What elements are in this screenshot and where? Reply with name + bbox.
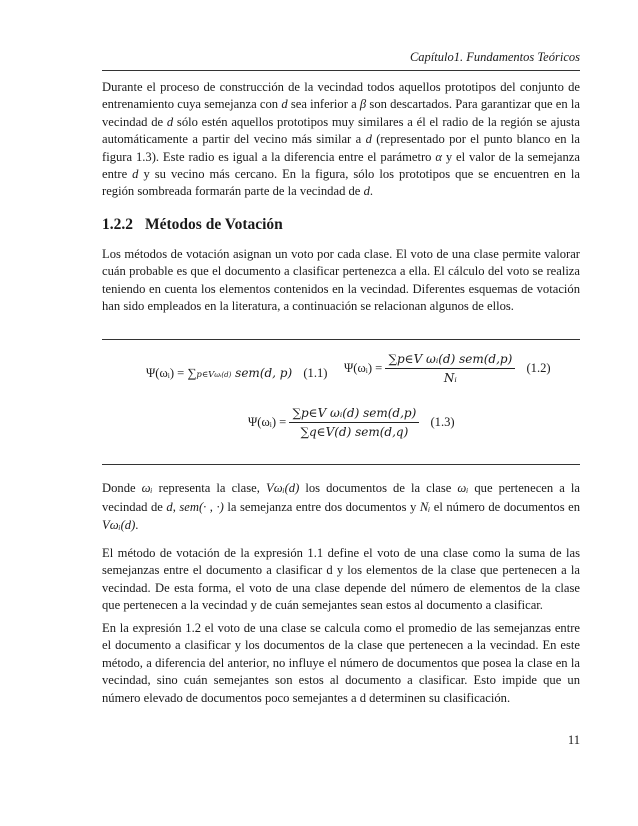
voting-paragraph: Los métodos de votación asignan un voto por cada clase. El voto de una clase permite valorar cuán probable es que el documento a clasificar pertenezca a ella. El cálculo del voto se realiza teniendo en cuenta los elementos contenidos en la vecindad. Diferentes esquemas de votación han sido empleados en la literatura, a continuación se relacionan algunos de ellos. bbox=[102, 247, 580, 314]
method1-paragraph: El método de votación de la expresión 1.1 define el voto de una clase como la suma de las semejanzas entre el documento a clasificar d y los elementos de la clase que pertenecen a la vecindad. De esta forma, el voto de una clase depende del número de elementos de la clase que pertenecen a la vecindad y de cuán semejantes sean estos al documento a clasificar. bbox=[102, 546, 580, 613]
definitions-paragraph: Donde ωᵢ representa la clase, Vωᵢ(d) los documentos de la clase ωᵢ que pertenecen a la vecindad de d, sem(· , ·) la semejanza entre dos documentos y Nᵢ el número de documentos en Vωᵢ(d). bbox=[102, 481, 581, 532]
header-rule bbox=[102, 70, 580, 71]
equation-1-2-label: (1.2) bbox=[526, 361, 551, 375]
equation-1-3-label: (1.3) bbox=[430, 415, 455, 429]
page-number: 11 bbox=[567, 733, 580, 747]
intro-paragraph: Durante el proceso de construcción de la vecindad todos aquellos prototipos del conjunto de entrenamiento cuya semejanza con d sea inferior a β son descartados. Para garantizar que en la vecindad de d sólo estén aquellos prototipos muy similares a él el radio de la región se ajusta automáticamente a partir del vecino más similar a d (representado por el punto blanco en la figura 1.3). Este radio es igual a la diferencia entre el parámetro α y el valor de la semejanza entre d y su vecino más cercano. En la figura, sólo los prototipos que se encuentren en la región sombreada formarán parte de la vecindad de d. bbox=[102, 80, 581, 199]
formula-top-rule bbox=[102, 339, 580, 340]
method2-paragraph: En la expresión 1.2 el voto de una clase se calcula como el promedio de las semejanzas entre el documento a clasificar y los documentos de la clase que pertenecen a la vecindad. En este método, a diferencia del anterior, no influye el número de documentos que posea la clase en la vecindad, sino cuán semejantes son estos al documento a clasificar. Esto impide que un número elevado de documentos poco semejantes a d determinen su clasificación. bbox=[102, 621, 580, 705]
section-heading bbox=[102, 216, 283, 234]
equation-1-1-label: (1.1) bbox=[303, 366, 328, 380]
formula-bottom-rule bbox=[102, 464, 580, 465]
section-number: 1.2.2 bbox=[102, 216, 133, 233]
equation-1-1: Ψ(ωᵢ) = ∑p∈Vωᵢ(d) sem(d, p) (1.1) bbox=[146, 366, 328, 380]
running-header: Capítulo1. Fundamentos Teóricos bbox=[409, 50, 580, 64]
equation-1-3: Ψ(ωᵢ) = $\frac{\text{∑p∈V ωᵢ(d) sem(d,p)}}{\text{∑q∈V(d) sem(d,q)}}$ (1.3) bbox=[248, 406, 455, 439]
section-title: Métodos de Votación bbox=[145, 216, 283, 233]
equation-1-2: Ψ(ωᵢ) = $\frac{\text{∑p∈V ωᵢ(d) sem(d,p)}}{\text{Nᵢ}}$ (1.2) bbox=[344, 352, 551, 385]
